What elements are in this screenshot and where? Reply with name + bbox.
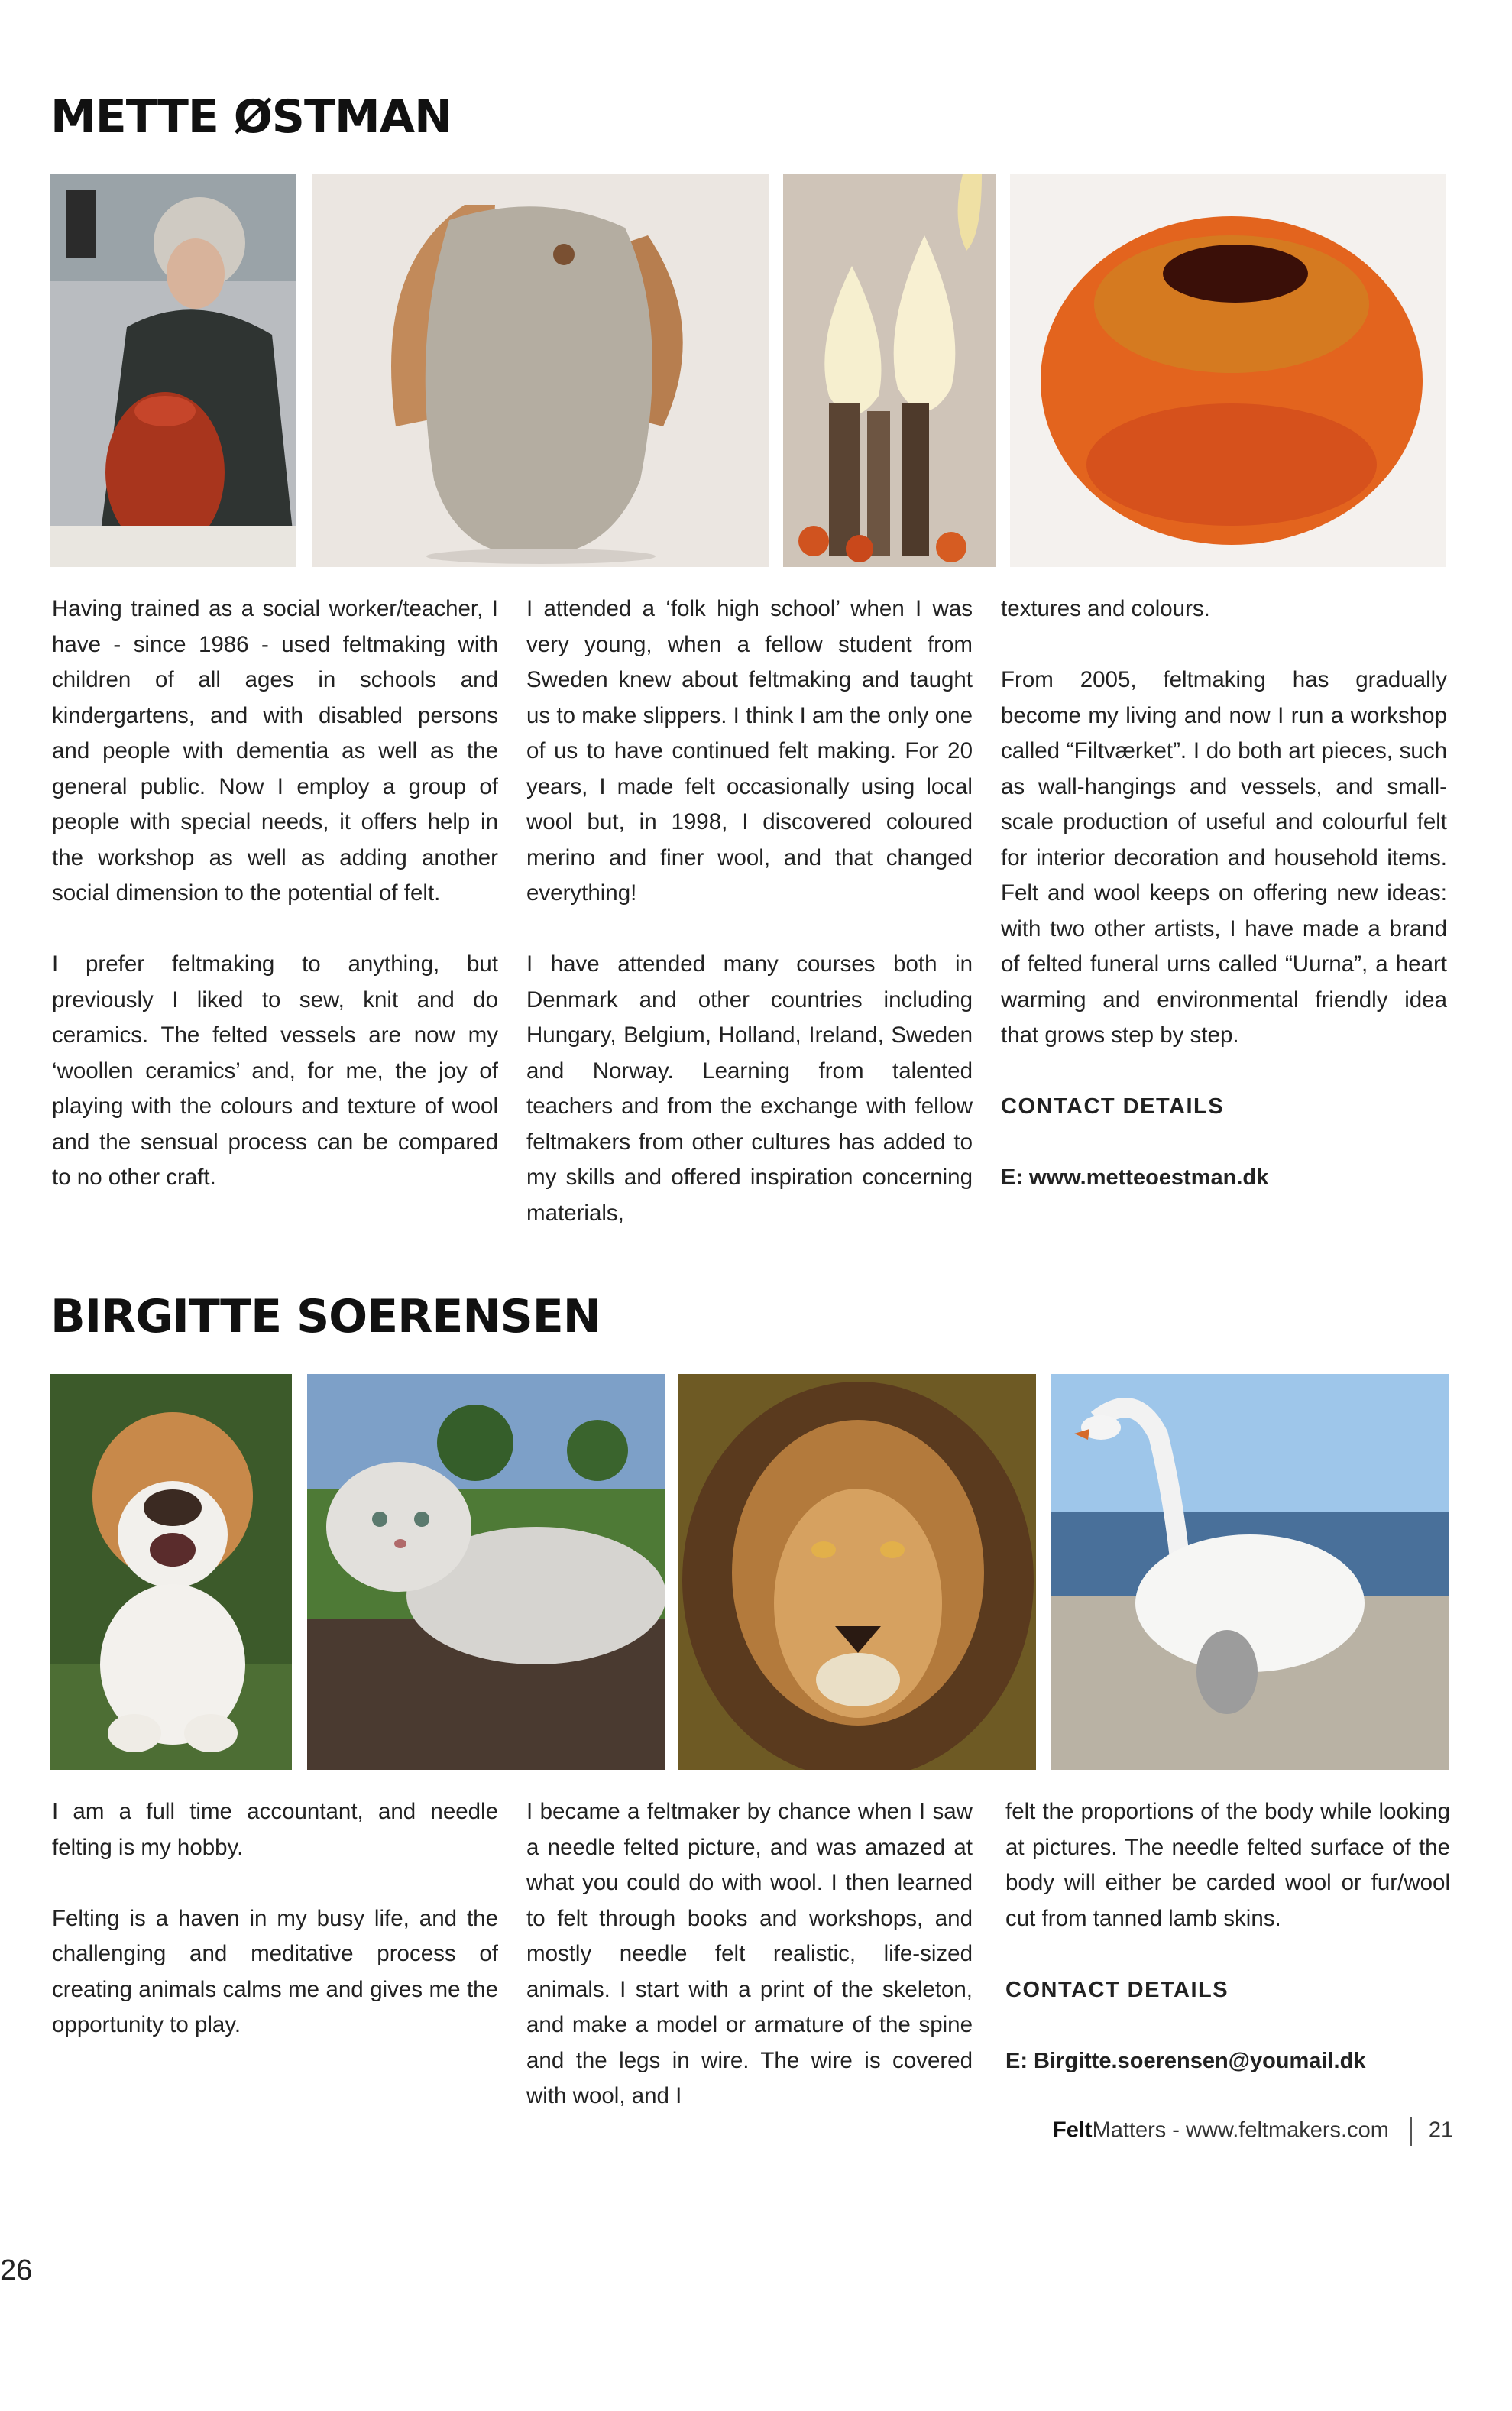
contact-website[interactable]: E: www.metteoestman.dk (1001, 1165, 1269, 1190)
section-title-mette: METTE ØSTMAN (50, 90, 452, 144)
section2-column-2 (526, 1794, 973, 2114)
corner-page-number: 26 (0, 2254, 33, 2286)
photo-felt-bag (312, 174, 769, 567)
paragraph: I attended a ‘folk high school’ when I was very young, when a fellow student from Sweden knew about feltmaking and taught us to make slippers. I think I am the only one of us to have continued felt making. For 20 years, I made felt occasionally using local wool but, in 1998, I discovered coloured merino and finer wool, and that changed everything! (526, 596, 973, 906)
photo-artist-portrait (50, 174, 296, 567)
section1-column-3 (1001, 591, 1447, 1196)
photo-orange-vessel (1010, 174, 1446, 567)
paragraph: Having trained as a social worker/teacher, I have - since 1986 - used feltmaking with children of all ages in schools and kindergartens, and with disabled persons and people with dementia as well as the general public. Now I employ a group of people with special needs, it offers help in the workshop as well as adding another social dimension to the potential of felt. (52, 596, 498, 906)
photo-felt-bulldog (50, 1374, 292, 1770)
footer-divider (1410, 2117, 1412, 2146)
paragraph: felt the proportions of the body while looking at pictures. The needle felted surface of the body will either be carded wool or fur/wool cut from tanned lamb skins. (1005, 1799, 1450, 1931)
photo-felt-swan (1051, 1374, 1449, 1770)
paragraph: From 2005, feltmaking has gradually become my living and now I run a workshop called “Filtværket”. I do both art pieces, such as wall-hangings and vessels, and small-scale production of useful and colourful felt for interior decoration and household items. Felt and wool keeps on offering new ideas: with two other artists, I have made a brand of felted funeral urns called “Uurna”, a heart warming and environmental friendly idea that grows step by step. (1001, 667, 1447, 1048)
section1-column-2 (526, 591, 973, 1231)
paragraph: I have attended many courses both in Denmark and other countries including Hungary, Belgium, Holland, Ireland, Sweden and Norway. Learning from talented teachers and from the exchange with fellow feltmakers from other cultures has added to my skills and offered inspiration concerning materials, (526, 951, 973, 1226)
photo-felt-lion (678, 1374, 1036, 1770)
photo-felt-cat (307, 1374, 665, 1770)
footer-brand-url[interactable]: Matters - www.feltmakers.com (1092, 2118, 1389, 2143)
contact-email[interactable]: E: Birgitte.soerensen@youmail.dk (1005, 2048, 1366, 2073)
contact-heading: CONTACT DETAILS (1005, 1977, 1229, 2002)
footer-brand-bold: Felt (1053, 2118, 1093, 2143)
paragraph: textures and colours. (1001, 596, 1210, 621)
paragraph: I prefer feltmaking to anything, but previously I liked to sew, knit and do ceramics. The felted vessels are now my ‘woollen ceramics’ and, for me, the joy of playing with the colours and texture of wool and the sensual process can be compared to no other craft. (52, 951, 498, 1190)
section2-column-3 (1005, 1794, 1450, 2079)
section2-column-1 (52, 1794, 498, 2043)
section-title-birgitte: BIRGITTE SOERENSEN (50, 1290, 601, 1343)
section1-column-1 (52, 591, 498, 1196)
paragraph: I am a full time accountant, and needle felting is my hobby. (52, 1799, 498, 1860)
photo-felt-lamps (783, 174, 996, 567)
paragraph: Felting is a haven in my busy life, and the challenging and meditative process of creating animals calms me and gives me the opportunity to play. (52, 1905, 498, 2037)
page-number: 21 (1428, 2118, 1454, 2143)
paragraph: I became a feltmaker by chance when I saw a needle felted picture, and was amazed at what you could do with wool. I then learned to felt through books and workshops, and mostly needle felt realistic, life-sized animals. I start with a print of the skeleton, and make a model or armature of the spine and the legs in wire. The wire is covered with wool, and I (526, 1799, 973, 2108)
contact-heading: CONTACT DETAILS (1001, 1094, 1225, 1119)
page-footer (1053, 2117, 1453, 2146)
